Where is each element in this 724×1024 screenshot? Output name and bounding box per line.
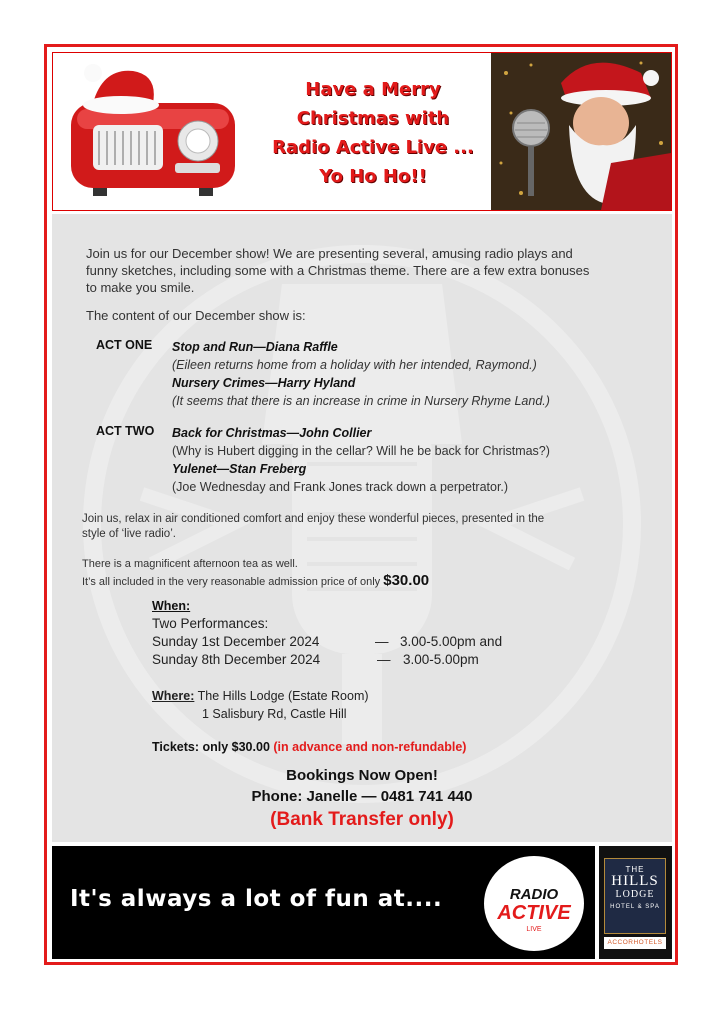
- price-text: It’s all included in the very reasonable admission price of only: [82, 576, 381, 588]
- play-title: Stop and Run—Diana Raffle: [172, 340, 338, 354]
- performance-date: Sunday 1st December 2024: [152, 634, 320, 649]
- performance-time: 3.00-5.00pm: [403, 652, 479, 667]
- when-heading: When:: [152, 599, 191, 613]
- payment-note: (Bank Transfer only): [270, 809, 454, 830]
- header-banner: [52, 52, 672, 211]
- hills-lodge-logo: [599, 846, 672, 959]
- intro-paragraph: [86, 245, 666, 296]
- hills-lodge-badge: [604, 858, 666, 934]
- radio-active-live-logo: [484, 856, 584, 951]
- relax-line: style of ‘live radio’.: [82, 528, 176, 540]
- logo-top-text: RADIO: [509, 886, 559, 903]
- play-title: Back for Christmas—John Collier: [172, 426, 372, 440]
- act-one-label: ACT ONE: [96, 338, 153, 352]
- relax-paragraph: [82, 512, 662, 542]
- hills-the: THE: [625, 865, 645, 874]
- venue-address: 1 Salisbury Rd, Castle Hill: [202, 707, 347, 721]
- performance-date: Sunday 8th December 2024: [152, 652, 321, 667]
- where-line: [152, 688, 369, 705]
- headline-line: Radio Active Live ...: [272, 137, 474, 158]
- headline: [253, 75, 493, 191]
- hills-spa-text: HOTEL & SPA: [610, 904, 660, 910]
- relax-line: Join us, relax in air conditioned comfort and enjoy these wonderful pieces, presented in the: [82, 513, 545, 525]
- info-content: [52, 214, 672, 842]
- tickets-label: Tickets: only $30.00: [152, 740, 270, 754]
- intro-line: funny sketches, including some with a Christmas theme. There are a few extra bonuses: [86, 263, 590, 278]
- play-description: (Joe Wednesday and Frank Jones track down a perpetrator.): [172, 480, 509, 494]
- performance-dash: —: [377, 652, 391, 667]
- play-title: Nursery Crimes—Harry Hyland: [172, 376, 356, 390]
- headline-line: Christmas with: [296, 108, 450, 129]
- tea-line: There is a magnificent afternoon tea as well.: [82, 558, 298, 570]
- bookings-open: Bookings Now Open!: [286, 767, 438, 784]
- headline-line: Have a Merry: [305, 79, 441, 100]
- intro-line: to make you smile.: [86, 280, 195, 295]
- bookings-phone: Phone: Janelle — 0481 741 440: [251, 788, 473, 805]
- footer-banner: [52, 846, 595, 959]
- vintage-radio-icon: [63, 63, 243, 203]
- flyer-frame: [44, 44, 678, 965]
- play-description: (Eileen returns home from a holiday with her intended, Raymond.): [172, 358, 537, 372]
- intro-line: Join us for our December show! We are presenting several, amusing radio plays and: [86, 246, 573, 261]
- footer-tagline: It's always a lot of fun at....: [70, 886, 443, 912]
- when-subheading: Two Performances:: [152, 616, 269, 631]
- play-title: Yulenet—Stan Freberg: [172, 462, 307, 476]
- hills-name: HILLS: [611, 873, 659, 889]
- accorhotels-label: ACCORHOTELS: [604, 937, 666, 949]
- tickets-note: (in advance and non-refundable): [273, 740, 467, 754]
- logo-sub-text: LIVE: [526, 926, 542, 933]
- price-value: $30.00: [383, 572, 430, 589]
- content-heading: The content of our December show is:: [86, 308, 306, 323]
- act-two-label: ACT TWO: [96, 424, 155, 438]
- where-heading: Where:: [152, 689, 195, 703]
- performance-dash: —: [375, 634, 389, 649]
- venue-name: The Hills Lodge (Estate Room): [197, 689, 369, 703]
- hills-lodge-text: LODGE: [615, 889, 655, 900]
- performance-time: 3.00-5.00pm and: [400, 634, 503, 649]
- price-line: [82, 573, 429, 590]
- tickets-line: [152, 739, 466, 756]
- play-description: (It seems that there is an increase in crime in Nursery Rhyme Land.): [172, 394, 550, 408]
- play-description: (Why is Hubert digging in the cellar? Will he be back for Christmas?): [172, 444, 550, 458]
- headline-line: Yo Ho Ho!!: [319, 166, 427, 187]
- logo-main-text: ACTIVE: [497, 902, 571, 924]
- santa-microphone-photo: [491, 53, 671, 210]
- info-panel: [52, 214, 672, 842]
